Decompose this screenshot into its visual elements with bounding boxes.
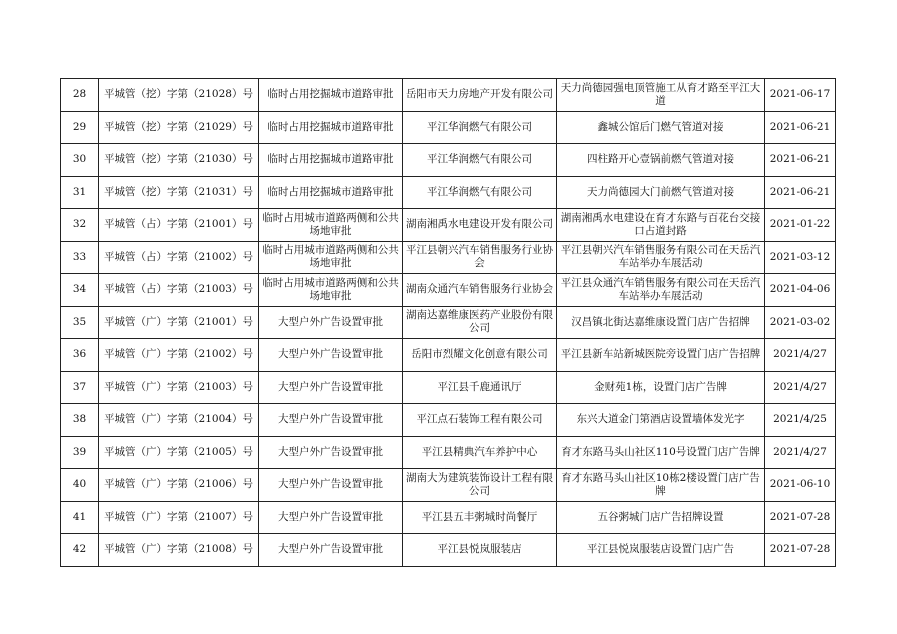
- table-body: [61, 79, 836, 567]
- applicant: 岳阳市烈耀文化创意有限公司: [403, 339, 557, 372]
- approval-date: 2021/4/27: [765, 371, 836, 404]
- row-number: 40: [61, 469, 99, 502]
- project-description: 平江县新车站新城医院旁设置门店广告招牌: [557, 339, 765, 372]
- row-number: 30: [61, 144, 99, 177]
- table-row: [61, 241, 836, 274]
- table-row: [61, 144, 836, 177]
- approval-type: 临时占用挖掘城市道路审批: [259, 79, 403, 112]
- table-row: [61, 111, 836, 144]
- applicant: 平江县千鹿通讯厅: [403, 371, 557, 404]
- table-row: [61, 469, 836, 502]
- approval-type: 大型户外广告设置审批: [259, 404, 403, 437]
- approval-type: 大型户外广告设置审批: [259, 534, 403, 567]
- applicant: 平江点石装饰工程有限公司: [403, 404, 557, 437]
- approval-type: 大型户外广告设置审批: [259, 339, 403, 372]
- permit-number: 平城管（占）字第（21003）号: [99, 274, 259, 307]
- approval-type: 临时占用城市道路两侧和公共场地审批: [259, 274, 403, 307]
- permit-number: 平城管（挖）字第（21029）号: [99, 111, 259, 144]
- permit-records-table: [60, 78, 836, 567]
- approval-type: 临时占用城市道路两侧和公共场地审批: [259, 209, 403, 242]
- row-number: 33: [61, 241, 99, 274]
- applicant: 平江华润燃气有限公司: [403, 144, 557, 177]
- approval-date: 2021-06-21: [765, 176, 836, 209]
- project-description: 平江县朝兴汽车销售服务有限公司在天岳汽车站举办车展活动: [557, 241, 765, 274]
- approval-date: 2021/4/27: [765, 436, 836, 469]
- approval-date: 2021-06-10: [765, 469, 836, 502]
- table-row: [61, 79, 836, 112]
- table-row: [61, 534, 836, 567]
- approval-date: 2021-01-22: [765, 209, 836, 242]
- project-description: 天力尚德园强电顶管施工从育才路至平江大道: [557, 79, 765, 112]
- approval-date: 2021-04-06: [765, 274, 836, 307]
- approval-date: 2021-03-12: [765, 241, 836, 274]
- row-number: 31: [61, 176, 99, 209]
- approval-date: 2021/4/27: [765, 339, 836, 372]
- project-description: 四柱路开心壹锅前燃气管道对接: [557, 144, 765, 177]
- approval-date: 2021-06-21: [765, 111, 836, 144]
- permit-number: 平城管（挖）字第（21030）号: [99, 144, 259, 177]
- approval-type: 大型户外广告设置审批: [259, 469, 403, 502]
- table-row: [61, 274, 836, 307]
- row-number: 37: [61, 371, 99, 404]
- approval-type: 临时占用挖掘城市道路审批: [259, 176, 403, 209]
- applicant: 湖南大为建筑装饰设计工程有限公司: [403, 469, 557, 502]
- project-description: 平江县众通汽车销售服务有限公司在天岳汽车站举办车展活动: [557, 274, 765, 307]
- project-description: 天力尚德园大门前燃气管道对接: [557, 176, 765, 209]
- project-description: 东兴大道金门第酒店设置墙体发光字: [557, 404, 765, 437]
- project-description: 育才东路马头山社区110号设置门店广告牌: [557, 436, 765, 469]
- approval-type: 大型户外广告设置审批: [259, 306, 403, 339]
- row-number: 32: [61, 209, 99, 242]
- project-description: 湖南湘禹水电建设在育才东路与百花台交接口占道封路: [557, 209, 765, 242]
- table-row: [61, 371, 836, 404]
- permit-number: 平城管（广）字第（21008）号: [99, 534, 259, 567]
- permit-number: 平城管（广）字第（21001）号: [99, 306, 259, 339]
- applicant: 平江县五丰粥城时尚餐厅: [403, 501, 557, 534]
- applicant: 湖南达嘉维康医药产业股份有限公司: [403, 306, 557, 339]
- approval-type: 临时占用城市道路两侧和公共场地审批: [259, 241, 403, 274]
- project-description: 平江县悦岚服装店设置门店广告: [557, 534, 765, 567]
- row-number: 28: [61, 79, 99, 112]
- permit-number: 平城管（挖）字第（21028）号: [99, 79, 259, 112]
- applicant: 湖南湘禹水电建设开发有限公司: [403, 209, 557, 242]
- applicant: 平江华润燃气有限公司: [403, 111, 557, 144]
- approval-type: 大型户外广告设置审批: [259, 436, 403, 469]
- approval-type: 临时占用挖掘城市道路审批: [259, 111, 403, 144]
- approval-date: 2021/4/25: [765, 404, 836, 437]
- applicant: 岳阳市天力房地产开发有限公司: [403, 79, 557, 112]
- table-row: [61, 306, 836, 339]
- row-number: 36: [61, 339, 99, 372]
- table-row: [61, 501, 836, 534]
- permit-number: 平城管（广）字第（21006）号: [99, 469, 259, 502]
- permit-number: 平城管（广）字第（21003）号: [99, 371, 259, 404]
- project-description: 汉昌镇北街达嘉维康设置门店广告招牌: [557, 306, 765, 339]
- applicant: 平江华润燃气有限公司: [403, 176, 557, 209]
- project-description: 育才东路马头山社区10栋2楼设置门店广告牌: [557, 469, 765, 502]
- permit-number: 平城管（广）字第（21002）号: [99, 339, 259, 372]
- permit-number: 平城管（挖）字第（21031）号: [99, 176, 259, 209]
- applicant: 湖南众通汽车销售服务行业协会: [403, 274, 557, 307]
- row-number: 39: [61, 436, 99, 469]
- applicant: 平江县朝兴汽车销售服务行业协会: [403, 241, 557, 274]
- table-row: [61, 209, 836, 242]
- project-description: 五谷粥城门店广告招牌设置: [557, 501, 765, 534]
- table-row: [61, 436, 836, 469]
- approval-date: 2021-07-28: [765, 534, 836, 567]
- row-number: 35: [61, 306, 99, 339]
- row-number: 42: [61, 534, 99, 567]
- approval-date: 2021-06-17: [765, 79, 836, 112]
- table-row: [61, 404, 836, 437]
- table-row: [61, 339, 836, 372]
- permit-number: 平城管（占）字第（21002）号: [99, 241, 259, 274]
- row-number: 41: [61, 501, 99, 534]
- table-row: [61, 176, 836, 209]
- approval-date: 2021-07-28: [765, 501, 836, 534]
- approval-type: 大型户外广告设置审批: [259, 371, 403, 404]
- applicant: 平江县精典汽车养护中心: [403, 436, 557, 469]
- permit-number: 平城管（广）字第（21004）号: [99, 404, 259, 437]
- approval-type: 大型户外广告设置审批: [259, 501, 403, 534]
- project-description: 鑫城公馆后门燃气管道对接: [557, 111, 765, 144]
- approval-date: 2021-06-21: [765, 144, 836, 177]
- permit-number: 平城管（广）字第（21007）号: [99, 501, 259, 534]
- project-description: 金财苑1栋，设置门店广告牌: [557, 371, 765, 404]
- permit-number: 平城管（广）字第（21005）号: [99, 436, 259, 469]
- applicant: 平江县悦岚服装店: [403, 534, 557, 567]
- approval-type: 临时占用挖掘城市道路审批: [259, 144, 403, 177]
- row-number: 34: [61, 274, 99, 307]
- row-number: 29: [61, 111, 99, 144]
- row-number: 38: [61, 404, 99, 437]
- approval-date: 2021-03-02: [765, 306, 836, 339]
- permit-number: 平城管（占）字第（21001）号: [99, 209, 259, 242]
